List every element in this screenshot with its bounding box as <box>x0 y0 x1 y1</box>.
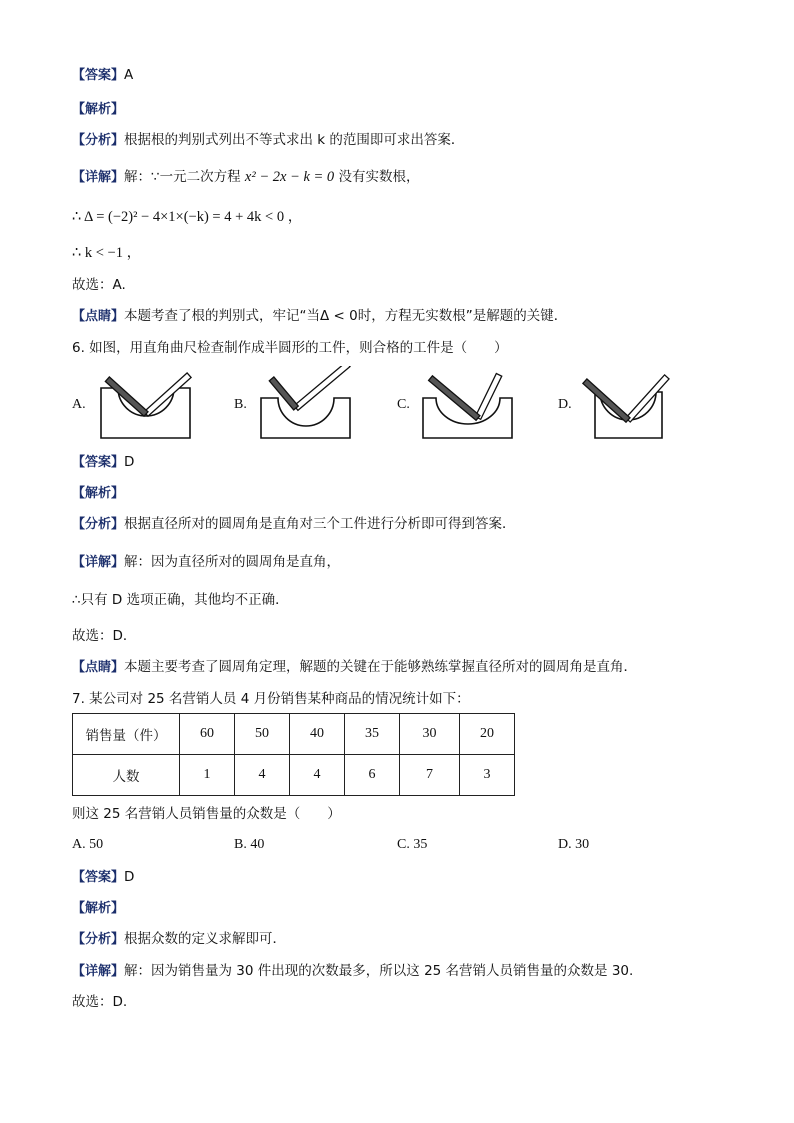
k-range: ∴ k < −1 ， <box>72 245 142 261</box>
table-cell: 4 <box>290 755 345 796</box>
table-cell: 30 <box>400 714 460 755</box>
sales-table <box>72 713 515 796</box>
answer-value: A <box>124 67 134 83</box>
question-stem: 7. 某公司对 25 名营销人员 4 月份销售某种商品的情况统计如下： <box>72 691 470 707</box>
q6-comment-line <box>72 658 637 677</box>
detail-tag: 【详解】 <box>72 964 125 979</box>
table-row <box>73 714 515 755</box>
row-header-sales: 销售量（件） <box>73 714 180 755</box>
q6-choose-line <box>72 627 136 645</box>
q7-detail-line <box>72 962 633 981</box>
q5-comment-line <box>72 307 567 326</box>
q7-analysis-line <box>72 899 124 918</box>
option-b-label: B. <box>234 397 247 412</box>
q7-answer-line <box>72 868 134 887</box>
choice-d: D. 30 <box>558 837 590 852</box>
only-d-text: ∴只有 D 选项正确，其他均不正确． <box>72 592 289 608</box>
q6-fenxi-line <box>72 515 516 534</box>
q7-stem <box>72 690 470 708</box>
comment-tag: 【点睛】 <box>72 309 125 324</box>
q6-stem <box>72 339 508 357</box>
option-a-label: A. <box>72 397 86 412</box>
option-c-label: C. <box>397 397 410 412</box>
workpiece-c-figure <box>420 366 516 442</box>
q6-detail-line <box>72 553 340 572</box>
table-cell: 4 <box>235 755 290 796</box>
delta-formula: ∴ Δ = (−2)² − 4×1×(−k) = 4 + 4k < 0 ， <box>72 209 303 225</box>
question-stem: 6. 如图，用直角曲尺检查制作成半圆形的工件，则合格的工件是（ ） <box>72 340 508 356</box>
comment-tag: 【点睛】 <box>72 660 125 675</box>
comment-text: 本题考查了根的判别式，牢记“当Δ < 0时，方程无实数根”是解题的关键． <box>124 308 568 324</box>
table-cell: 7 <box>400 755 460 796</box>
q5-fenxi-line <box>72 131 464 150</box>
equation: x² − 2x − k = 0 <box>244 169 335 185</box>
q5-analysis-line <box>72 100 124 119</box>
row-header-people: 人数 <box>73 755 180 796</box>
workpiece-b-figure <box>258 366 354 442</box>
q7-question-line <box>72 805 341 823</box>
detail-text-post: 没有实数根， <box>334 169 420 185</box>
workpiece-a-figure <box>98 366 194 442</box>
table-cell: 50 <box>235 714 290 755</box>
choice-c: C. 35 <box>397 837 428 852</box>
table-cell: 1 <box>180 755 235 796</box>
q5-detail-line <box>72 168 419 187</box>
fenxi-tag: 【分析】 <box>72 133 125 148</box>
analysis-tag: 【解析】 <box>72 901 125 916</box>
table-cell: 40 <box>290 714 345 755</box>
table-cell: 35 <box>345 714 400 755</box>
answer-tag: 【答案】 <box>72 455 125 470</box>
q7-fenxi-line <box>72 930 286 949</box>
table-cell: 3 <box>460 755 515 796</box>
fenxi-tag: 【分析】 <box>72 932 125 947</box>
detail-text: 解：因为销售量为 30 件出现的次数最多，所以这 25 名营销人员销售量的众数是 30. <box>124 963 634 979</box>
choose-text: 故选：D. <box>72 994 128 1010</box>
detail-tag: 【详解】 <box>72 170 125 185</box>
answer-tag: 【答案】 <box>72 870 125 885</box>
table-cell: 60 <box>180 714 235 755</box>
fenxi-text: 根据众数的定义求解即可． <box>124 931 287 947</box>
choose-text: 故选：D． <box>72 628 137 644</box>
choice-a: A. 50 <box>72 837 104 852</box>
detail-text-pre: 解：∵一元二次方程 <box>124 169 245 185</box>
detail-tag: 【详解】 <box>72 555 125 570</box>
answer-value: D <box>124 454 135 470</box>
answer-value: D <box>124 869 135 885</box>
q6-answer-line <box>72 453 134 472</box>
q6-analysis-line <box>72 484 124 503</box>
table-cell: 6 <box>345 755 400 796</box>
analysis-tag: 【解析】 <box>72 486 125 501</box>
answer-tag: 【答案】 <box>72 68 125 83</box>
q7-choose-line <box>72 993 127 1011</box>
q6-only-d-line <box>72 591 289 609</box>
analysis-tag: 【解析】 <box>72 102 125 117</box>
q5-answer-line <box>72 66 133 85</box>
choice-b: B. 40 <box>234 837 265 852</box>
workpiece-d-figure <box>582 366 678 442</box>
choose-text: 故选：A. <box>72 277 126 293</box>
question-text: 则这 25 名营销人员销售量的众数是（ ） <box>72 806 341 822</box>
detail-text: 解：因为直径所对的圆周角是直角， <box>124 554 341 570</box>
q5-choose-line <box>72 276 126 294</box>
q5-k-line <box>72 244 141 262</box>
q5-delta-line <box>72 208 302 226</box>
table-row <box>73 755 515 796</box>
comment-text: 本题主要考查了圆周角定理，解题的关键在于能够熟练掌握直径所对的圆周角是直角． <box>124 659 638 675</box>
fenxi-text: 根据根的判别式列出不等式求出 k 的范围即可求出答案． <box>124 132 465 148</box>
fenxi-text: 根据直径所对的圆周角是直角对三个工件进行分析即可得到答案． <box>124 516 516 532</box>
fenxi-tag: 【分析】 <box>72 517 125 532</box>
option-d-label: D. <box>558 397 572 412</box>
table-cell: 20 <box>460 714 515 755</box>
